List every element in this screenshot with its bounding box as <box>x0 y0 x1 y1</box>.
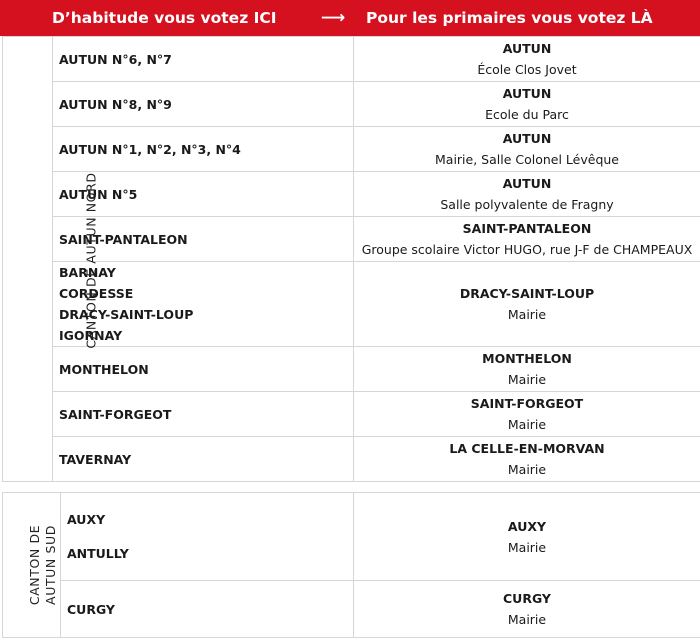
primary-place: Mairie <box>507 539 547 555</box>
current-bureau-cell <box>53 82 354 127</box>
primary-location-cell <box>354 347 700 392</box>
canton-nord-label: CANTON DE AUTUN NORD <box>83 171 99 349</box>
primary-location-cell <box>354 82 700 127</box>
primary-town: AUXY <box>507 518 547 534</box>
canton-sud-table <box>2 492 700 638</box>
primary-location-cell <box>354 127 700 172</box>
current-bureau: SAINT-PANTALEON <box>59 231 188 247</box>
primary-location-cell <box>354 437 700 482</box>
current-bureau: AUTUN N°5 <box>59 186 138 202</box>
primary-town: AUTUN <box>502 41 552 56</box>
current-bureau: ANTULLY <box>67 546 129 561</box>
table-row <box>3 127 700 172</box>
header-current-polling: D’habitude vous votez ICI <box>52 9 277 27</box>
table-row <box>3 437 700 482</box>
arrow-right-icon: ⟶ <box>320 8 346 28</box>
table-row <box>3 82 700 127</box>
primary-location-cell <box>354 392 700 437</box>
table-row <box>3 172 700 217</box>
primary-town: LA CELLE-EN-MORVAN <box>449 441 605 456</box>
header-primary-polling: Pour les primaires vous votez LÀ <box>366 9 653 27</box>
primary-place: Mairie, Salle Colonel Lévêque <box>435 152 619 167</box>
current-bureau: AUXY <box>67 512 106 527</box>
current-bureau: MONTHELON <box>59 361 149 377</box>
primary-place: Groupe scolaire Victor HUGO, rue J-F de CHAMPEAUX <box>361 242 693 257</box>
primary-town: AUTUN <box>502 131 552 146</box>
canton-nord-table <box>2 36 700 482</box>
current-bureau: SAINT-FORGEOT <box>59 406 172 422</box>
current-bureau: CORDESSE <box>59 286 134 301</box>
primary-place: École Clos Jovet <box>477 62 577 77</box>
current-bureau-cell <box>61 493 354 581</box>
table-row <box>3 217 700 262</box>
current-bureau: AUTUN N°8, N°9 <box>59 96 172 112</box>
current-bureau-cell <box>53 347 354 392</box>
current-bureau-cell <box>53 127 354 172</box>
primary-town: SAINT-FORGEOT <box>470 396 584 411</box>
primary-place: Salle polyvalente de Fragny <box>440 197 614 212</box>
table-row <box>3 37 700 82</box>
primary-town: CURGY <box>503 591 551 606</box>
primary-town: SAINT-PANTALEON <box>462 221 592 236</box>
current-bureau: TAVERNAY <box>59 451 132 467</box>
canton-sud-line2: AUTUN SUD <box>43 525 59 605</box>
primary-town: AUTUN <box>502 86 552 101</box>
primary-place: Mairie <box>507 372 547 387</box>
primary-location-cell <box>354 493 700 581</box>
primary-place: Mairie <box>507 307 547 322</box>
primary-location-cell <box>354 172 700 217</box>
primary-location-cell <box>354 37 700 82</box>
current-bureau: BARNAY <box>59 265 116 280</box>
primary-location-cell <box>354 217 700 262</box>
current-bureau-cell <box>53 437 354 482</box>
canton-sud-line1: CANTON DE <box>27 524 43 606</box>
current-bureau: AUTUN N°6, N°7 <box>59 51 172 67</box>
table-row <box>3 262 700 347</box>
primary-location-cell <box>354 581 700 638</box>
primary-town: DRACY-SAINT-LOUP <box>459 286 595 301</box>
current-bureau: AUTUN N°1, N°2, N°3, N°4 <box>59 141 241 157</box>
primary-town: MONTHELON <box>482 351 572 366</box>
primary-location-cell <box>354 262 700 347</box>
current-bureau: DRACY-SAINT-LOUP <box>59 307 194 322</box>
current-bureau: IGORNAY <box>59 328 123 343</box>
current-bureau-cell <box>61 581 354 638</box>
table-row <box>3 392 700 437</box>
current-bureau-cell <box>53 392 354 437</box>
canton-sud-label <box>27 525 59 605</box>
canton-label-cell <box>3 493 61 638</box>
current-bureau: CURGY <box>67 601 115 617</box>
table-row <box>3 493 700 581</box>
table-row <box>3 581 700 638</box>
primary-town: AUTUN <box>502 176 552 191</box>
table-row <box>3 347 700 392</box>
current-bureau-cell <box>53 37 354 82</box>
primary-place: Mairie <box>507 462 547 477</box>
primary-place: Mairie <box>507 612 547 627</box>
primary-place: Ecole du Parc <box>485 107 569 122</box>
primary-place: Mairie <box>507 417 547 432</box>
table-header <box>0 0 700 36</box>
